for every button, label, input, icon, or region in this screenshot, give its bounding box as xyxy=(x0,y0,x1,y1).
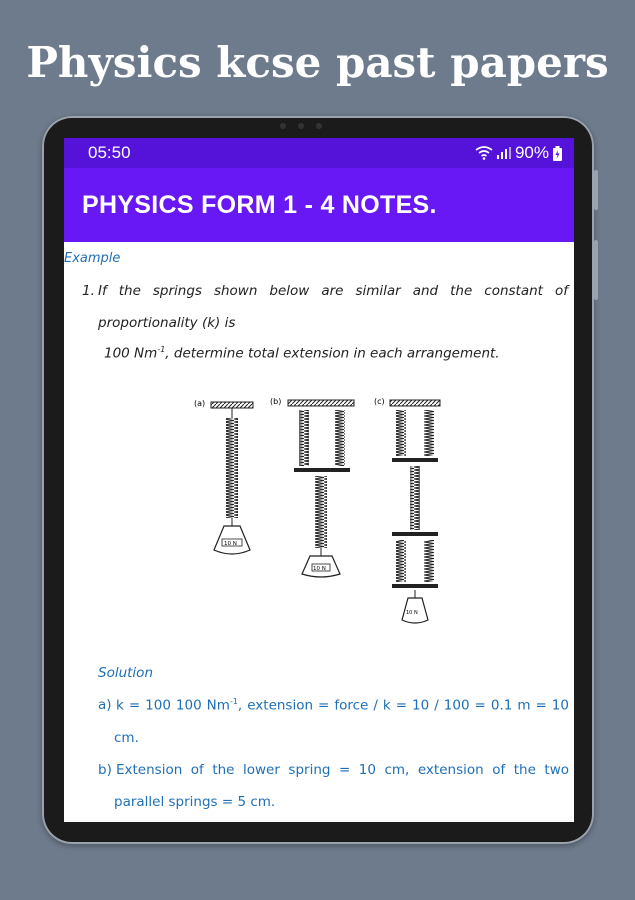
q3-suffix: , determine total extension in each arrangement. xyxy=(165,345,500,362)
promo-title: Physics kcse past papers xyxy=(26,38,609,87)
q3-sup: -1 xyxy=(157,345,166,354)
side-button xyxy=(594,240,598,300)
solution-b-line2: parallel springs = 5 cm. xyxy=(114,794,276,810)
solution-b-label: b) xyxy=(98,762,112,778)
example-label: Example xyxy=(64,251,121,266)
status-bar xyxy=(64,138,574,168)
diagram-label-a: (a) xyxy=(194,399,206,408)
signal-icon xyxy=(497,147,511,159)
solution-b-text: Extension of the lower spring = 10 cm, extension of the two xyxy=(116,762,569,778)
camera-dot xyxy=(298,123,304,129)
solution-a-label: a) xyxy=(98,697,112,713)
status-icons xyxy=(475,143,562,163)
solution-a-line2: cm. xyxy=(114,730,139,746)
diagram-label-c: (c) xyxy=(374,397,385,406)
weight-label-a: 10 N xyxy=(224,541,237,547)
diagram-label-b: (b) xyxy=(270,397,282,406)
sol-a-prefix: k = 100 100 Nm xyxy=(116,697,230,714)
question-text-line3 xyxy=(104,345,500,362)
solution-a-text xyxy=(116,697,569,714)
wifi-icon xyxy=(475,146,493,160)
battery-charging-icon xyxy=(553,146,562,161)
camera-dot xyxy=(316,123,322,129)
question-text-line1: If the springs shown below are similar and the constant of xyxy=(98,283,568,299)
status-time: 05:50 xyxy=(88,143,131,162)
weight-label-c: 10 N xyxy=(406,610,418,616)
sol-a-suffix: , extension = force / k = 10 / 100 = 0.1 m = 10 xyxy=(237,697,569,714)
question-text-line2: proportionality (k) is xyxy=(98,315,236,331)
battery-percent: 90% xyxy=(514,143,549,162)
screen xyxy=(64,138,574,822)
app-bar xyxy=(64,168,574,242)
springs-diagram xyxy=(184,392,454,632)
side-button xyxy=(594,170,598,210)
app-title: PHYSICS FORM 1 - 4 NOTES. xyxy=(82,190,437,219)
sol-a-sup: -1 xyxy=(229,697,238,706)
q3-prefix: 100 Nm xyxy=(104,345,158,362)
solution-label: Solution xyxy=(98,665,153,681)
weight-label-b: 10 N xyxy=(313,566,326,572)
question-number: 1. xyxy=(82,283,95,299)
camera-dot xyxy=(280,123,286,129)
